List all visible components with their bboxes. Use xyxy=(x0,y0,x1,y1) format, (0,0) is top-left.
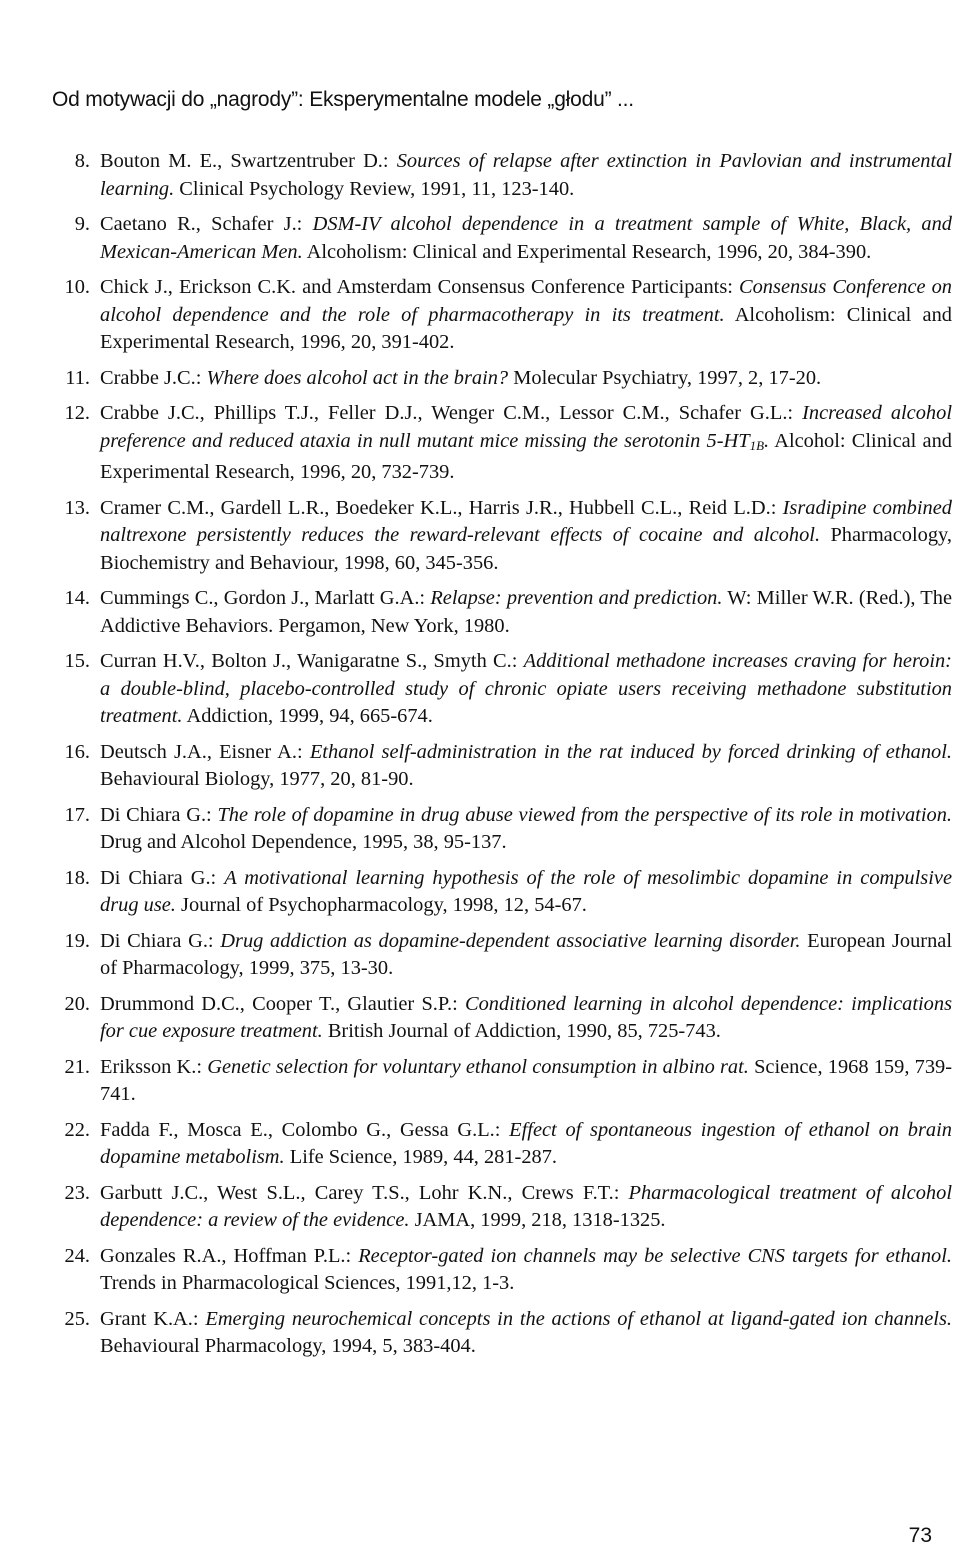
reference-title: Effect of spontaneous ingestion of ethanol on brain dopamine metabolism. xyxy=(100,1118,952,1168)
reference-number: 19. xyxy=(64,929,90,952)
reference-title: Ethanol self-administration in the rat induced by forced drinking of ethanol. xyxy=(309,740,952,763)
reference-number: 25. xyxy=(64,1307,90,1330)
reference-item xyxy=(52,1243,952,1298)
reference-source: Alcoholism: Clinical and Experimental Research, 1996, 20, 384-390. xyxy=(302,240,872,263)
reference-source: JAMA, 1999, 218, 1318-1325. xyxy=(409,1209,666,1231)
reference-source: Science, 1968 159, 739-741. xyxy=(100,1055,952,1105)
reference-number: 21. xyxy=(64,1055,90,1078)
reference-title: Consensus Conference on alcohol dependence and the role of pharmacotherapy in its treatment. xyxy=(100,276,953,326)
page-number: 73 xyxy=(908,1524,932,1547)
reference-authors: Grant K.A.: xyxy=(100,1307,206,1330)
reference-title: Receptor-gated ion channels may be selective CNS targets for ethanol. xyxy=(358,1244,952,1267)
reference-source: Alcoholism: Clinical and Experimental Research, 1996, 20, 391-402. xyxy=(100,303,953,353)
reference-title-subscript: 1B xyxy=(749,437,765,453)
reference-item xyxy=(52,802,952,857)
reference-authors: Garbutt J.C., West S.L., Carey T.S., Lohr K.N., Crews F.T.: xyxy=(100,1181,629,1204)
reference-item xyxy=(52,148,952,203)
reference-source: Journal of Psychopharmacology, 1998, 12, 54-67. xyxy=(175,894,587,916)
reference-source: Behavioural Biology, 1977, 20, 81-90. xyxy=(100,768,414,790)
reference-authors: Cummings C., Gordon J., Marlatt G.A.: xyxy=(100,587,431,609)
reference-item xyxy=(52,585,952,640)
reference-item xyxy=(52,274,952,357)
reference-authors: Gonzales R.A., Hoffman P.L.: xyxy=(100,1244,359,1267)
reference-source: Behavioural Pharmacology, 1994, 5, 383-404. xyxy=(100,1335,476,1357)
reference-number: 20. xyxy=(64,992,90,1015)
reference-title: A motivational learning hypothesis of the role of mesolimbic dopamine in compulsive drug use. xyxy=(100,866,952,916)
reference-title: DSM-IV alcohol dependence in a treatment sample of White, Black, and Mexican-American Men. xyxy=(100,213,952,263)
reference-item xyxy=(52,495,952,578)
reference-authors: Di Chiara G.: xyxy=(100,803,218,826)
reference-title: Additional methadone increases craving for heroin: a double-blind, placebo-controlled study of chronic opiate users receiving methadone substitution treatment. xyxy=(100,650,952,727)
reference-list xyxy=(52,148,952,1361)
reference-authors: Eriksson K.: xyxy=(100,1055,208,1078)
reference-item xyxy=(52,1054,952,1109)
reference-authors: Di Chiara G.: xyxy=(100,929,221,952)
reference-item xyxy=(52,1117,952,1172)
reference-title: Where does alcohol act in the brain? xyxy=(206,366,509,389)
reference-item xyxy=(52,928,952,983)
reference-authors: Deutsch J.A., Eisner A.: xyxy=(100,740,310,763)
reference-number: 13. xyxy=(64,496,90,519)
reference-item xyxy=(52,400,952,487)
reference-source: Clinical Psychology Review, 1991, 11, 123-140. xyxy=(174,177,575,200)
reference-source: Drug and Alcohol Dependence, 1995, 38, 95-137. xyxy=(100,831,507,853)
reference-authors: Caetano R., Schafer J.: xyxy=(100,213,313,235)
reference-number: 10. xyxy=(64,276,90,298)
reference-authors: Fadda F., Mosca E., Colombo G., Gessa G.L.: xyxy=(100,1118,510,1141)
reference-title: Emerging neurochemical concepts in the actions of ethanol at ligand-gated ion channels. xyxy=(205,1307,952,1330)
reference-title: The role of dopamine in drug abuse viewed from the perspective of its role in motivation. xyxy=(217,803,952,826)
reference-item xyxy=(52,365,952,393)
reference-source: Life Science, 1989, 44, 281-287. xyxy=(284,1146,558,1168)
reference-source: Trends in Pharmacological Sciences, 1991,12, 1-3. xyxy=(100,1272,515,1294)
reference-number: 24. xyxy=(64,1244,90,1267)
reference-item xyxy=(52,991,952,1046)
reference-number: 17. xyxy=(64,803,90,826)
reference-title: Increased alcohol preference and reduced ataxia in null mutant mice missing the serotonin 5-HT xyxy=(100,402,952,452)
reference-title: Conditioned learning in alcohol dependence: implications for cue exposure treatment. xyxy=(100,992,953,1042)
reference-title-tail: . xyxy=(764,429,770,452)
reference-authors: Curran H.V., Bolton J., Wanigaratne S., Smyth C.: xyxy=(100,650,524,672)
reference-item xyxy=(52,1306,952,1361)
reference-number: 18. xyxy=(64,866,90,889)
reference-title: Pharmacological treatment of alcohol dependence: a review of the evidence. xyxy=(100,1181,952,1231)
reference-item xyxy=(52,648,952,731)
reference-authors: Chick J., Erickson C.K. and Amsterdam Consensus Conference Participants: xyxy=(100,276,740,298)
reference-item xyxy=(52,865,952,920)
reference-source: Alcohol: Clinical and Experimental Research, 1996, 20, 732-739. xyxy=(100,429,952,483)
reference-authors: Crabbe J.C., Phillips T.J., Feller D.J., Wenger C.M., Lessor C.M., Schafer G.L.: xyxy=(100,402,803,424)
reference-source: European Journal of Pharmacology, 1999, 375, 13-30. xyxy=(100,929,952,979)
reference-number: 14. xyxy=(64,587,90,609)
reference-source: Addiction, 1999, 94, 665-674. xyxy=(182,705,433,727)
reference-authors: Crabbe J.C.: xyxy=(100,366,207,389)
reference-title: Drug addiction as dopamine-dependent associative learning disorder. xyxy=(220,929,801,952)
running-header: Od motywacji do „nagrody”: Eksperymentalne modele „głodu” ... xyxy=(52,88,634,111)
reference-item xyxy=(52,739,952,794)
reference-authors: Drummond D.C., Cooper T., Glautier S.P.: xyxy=(100,992,465,1015)
reference-source: British Journal of Addiction, 1990, 85, 725-743. xyxy=(322,1020,721,1042)
reference-item xyxy=(52,1180,952,1235)
reference-item xyxy=(52,211,952,266)
reference-number: 9. xyxy=(74,213,90,235)
reference-number: 22. xyxy=(64,1118,90,1141)
reference-number: 16. xyxy=(64,740,90,763)
reference-title: Relapse: prevention and prediction. xyxy=(430,587,723,609)
reference-source: Pharmacology, Biochemistry and Behaviour, 1998, 60, 345-356. xyxy=(100,524,953,574)
reference-authors: Bouton M. E., Swartzentruber D.: xyxy=(100,150,397,172)
reference-title: Genetic selection for voluntary ethanol consumption in albino rat. xyxy=(207,1055,749,1078)
reference-number: 8. xyxy=(74,150,90,172)
reference-source: W: Miller W.R. (Red.), The Addictive Behaviors. Pergamon, New York, 1980. xyxy=(100,587,952,637)
reference-authors: Cramer C.M., Gardell L.R., Boedeker K.L., Harris J.R., Hubbell C.L., Reid L.D.: xyxy=(100,496,783,519)
reference-title: Sources of relapse after extinction in Pavlovian and instrumental learning. xyxy=(100,150,952,200)
reference-source: Molecular Psychiatry, 1997, 2, 17-20. xyxy=(508,366,822,389)
reference-number: 15. xyxy=(64,650,90,672)
reference-number: 11. xyxy=(65,366,90,389)
reference-title: Isradipine combined naltrexone persistently reduces the reward-relevant effects of cocaine and alcohol. xyxy=(100,496,952,546)
reference-authors: Di Chiara G.: xyxy=(100,866,225,889)
reference-number: 12. xyxy=(64,402,90,424)
reference-number: 23. xyxy=(64,1181,90,1204)
